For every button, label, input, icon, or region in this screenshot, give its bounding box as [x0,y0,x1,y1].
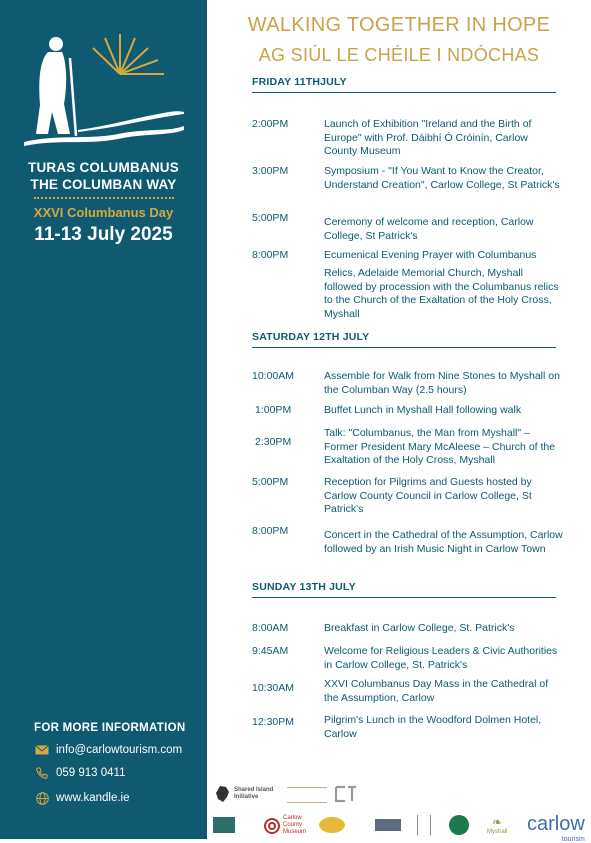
mail-icon [34,743,50,757]
carlow-tourism-sublabel: tourism [561,836,585,843]
columbanus-day: XXVI Columbanus Day [33,205,174,220]
title-english: WALKING TOGETHER IN HOPE [247,14,551,36]
event-description: Reception for Pilgrims and Guests hosted by Carlow County Council in Carlow College, St Patrick's [324,476,532,515]
event-description: Launch of Exhibition "Ireland and the Birth of Europe" with Prof. Dáibhí Ó Cróinín, Carlow County Museum [324,118,532,157]
event-time: 5:00PM [252,476,289,488]
carlow-museum-logo [263,815,317,836]
college-logo [375,819,401,831]
event-time: 5:00PM [252,212,289,224]
contact-email[interactable] [34,742,182,758]
day-heading-sunday: SUNDAY 13TH JULY [252,581,356,593]
brand-line-2: THE COLUMBAN WAY [30,177,177,192]
event-description: Pilgrim's Lunch in the Woodford Dolmen Hotel, Carlow [324,714,542,740]
sponsor-logos [207,775,591,843]
phone-number[interactable]: 059 913 0411 [56,767,126,779]
partner-mark-icon [335,785,357,803]
divider [252,347,556,348]
event-description: Concert in the Cathedral of the Assumption, Carlow followed by an Irish Music Night in Carlow Town [324,529,563,555]
event-time: 9:45AM [252,645,289,657]
divider [252,92,556,93]
event-time: 10:00AM [252,370,295,382]
event-description: XXVI Columbanus Day Mass in the Cathedral of the Assumption, Carlow [324,678,549,704]
carlow-museum-label: Carlow County Museum [283,815,307,835]
event-time: 12:30PM [252,716,295,728]
event-description: Buffet Lunch in Myshall Hall following walk [324,404,522,416]
myshall-leaf-icon: ❧ [492,815,503,829]
council-logo [213,817,235,833]
event-description: Ceremony of welcome and reception, Carlow College, St Patrick's [324,216,534,242]
cathedral-logo [417,815,431,835]
event-time: 10:30AM [252,682,295,694]
event-description: Assemble for Walk from Nine Stones to Myshall on the Columban Way (2.5 hours) [324,370,560,396]
event-time: 3:00PM [252,165,289,177]
event-description: Symposium - "If You Want to Know the Creator, Understand Creation", Carlow College, St Patrick's [324,165,560,191]
partner-logo [319,817,345,833]
globe-icon [34,791,50,805]
event-description: Ecumenical Evening Prayer with Columbanus [324,249,537,261]
programme [207,0,591,839]
more-info-title: FOR MORE INFORMATION [34,722,186,734]
walking-pilgrim-icon [18,30,188,150]
divider [252,597,556,598]
website-link[interactable]: www.kandle.ie [56,792,130,804]
phone-icon [34,766,50,780]
gov-logo [287,787,327,803]
event-time: 8:00AM [252,622,289,634]
title-irish: AG SIÚL LE CHÉILE I NDÓCHAS [258,45,540,65]
myshall-label: Myshall [487,829,508,835]
email-link[interactable]: info@carlowtourism.com [56,744,183,756]
event-description: Relics, Adelaide Memorial Church, Myshall followed by procession with the Columbanus relics to the Church of the Exaltation of the Holy Cross, Myshall [324,267,559,320]
shared-island-logo [215,785,274,803]
ireland-map-icon [215,785,231,803]
event-time: 8:00PM [252,249,289,261]
event-time: 1:00PM [255,404,292,416]
event-time: 8:00PM [252,525,289,537]
spiral-icon [263,817,281,835]
brand-line-1: TURAS COLUMBANUS [28,160,179,175]
contact-phone[interactable] [34,765,126,781]
event-dates: 11-13 July 2025 [34,224,173,245]
day-heading-friday: FRIDAY 11THJULY [252,76,347,88]
myshall-logo [487,815,507,835]
event-description: Talk: "Columbanus, the Man from Myshall" – Former President Mary McAleese – Church of the Exaltation of the Holy Cross, Myshall [324,427,556,466]
event-time: 2:00PM [252,118,289,130]
event-time: 2:30PM [255,436,292,448]
diocese-logo [449,815,469,835]
event-description: Welcome for Religious Leaders & Civic Authorities in Carlow College, St. Patrick's [324,645,558,671]
contact-web[interactable] [34,790,130,806]
shared-island-label: Shared Island Initiative [234,787,274,800]
carlow-tourism-label: carlow [527,813,585,835]
day-heading-saturday: SATURDAY 12TH JULY [252,331,370,343]
sidebar [0,0,207,839]
event-description: Breakfast in Carlow College, St. Patrick's [324,622,515,634]
divider [34,197,174,199]
